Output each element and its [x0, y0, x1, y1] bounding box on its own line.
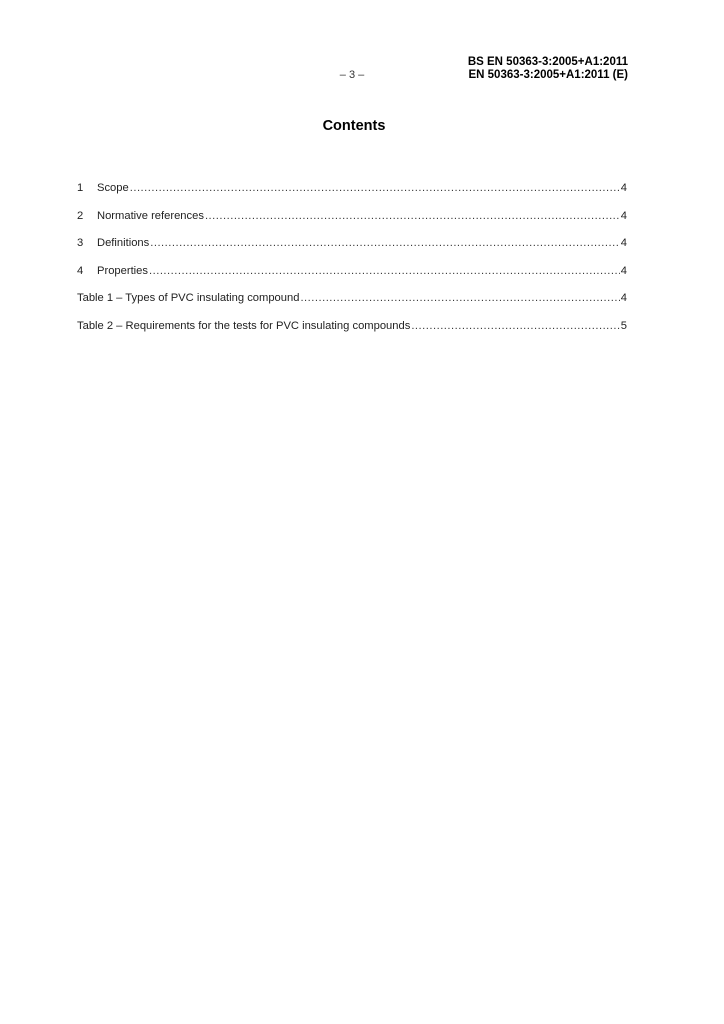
- toc-dot-leader: [300, 292, 619, 304]
- toc-entry-title: Table 1 – Types of PVC insulating compound: [77, 292, 300, 304]
- toc-entry-title: Definitions: [97, 237, 150, 249]
- toc-entry-number: 1: [77, 182, 84, 194]
- toc-entry-definitions[interactable]: [77, 237, 627, 265]
- toc-entry-normative-references[interactable]: [77, 210, 627, 238]
- toc-entry-number: 4: [77, 264, 84, 277]
- toc-entry-number: 2: [77, 209, 84, 222]
- toc-entry-page: 4: [620, 237, 627, 249]
- toc-entry-title: Properties: [97, 264, 148, 277]
- toc-entry-number: 3: [77, 237, 84, 249]
- toc-dot-leader: [205, 210, 620, 222]
- toc-dot-leader: [411, 320, 619, 332]
- document-header: [468, 56, 628, 82]
- toc-dot-leader: [149, 265, 620, 277]
- toc-entry-scope[interactable]: [77, 182, 627, 210]
- toc-entry-page: 4: [620, 292, 627, 304]
- toc-entry-title: Scope: [97, 182, 129, 194]
- contents-heading-text: Contents: [322, 118, 386, 134]
- toc-entry-page: 5: [620, 319, 627, 332]
- table-of-contents: [77, 182, 627, 347]
- toc-dot-leader: [130, 182, 620, 194]
- toc-entry-title: Table 2 – Requirements for the tests for PVC insulating compounds: [77, 319, 411, 332]
- toc-entry-table-2[interactable]: [77, 320, 627, 348]
- document-id-primary: BS EN 50363-3:2005+A1:2011: [467, 56, 628, 68]
- contents-heading: [0, 118, 724, 134]
- toc-entry-page: 4: [620, 209, 627, 222]
- toc-dot-leader: [150, 237, 620, 249]
- toc-entry-page: 4: [620, 264, 627, 277]
- toc-entry-page: 4: [620, 182, 627, 194]
- document-id-secondary: EN 50363-3:2005+A1:2011 (E): [468, 69, 628, 81]
- toc-entry-table-1[interactable]: [77, 292, 627, 320]
- toc-entry-title: Normative references: [97, 209, 204, 222]
- toc-entry-properties[interactable]: [77, 265, 627, 293]
- page-number: – 3 –: [339, 69, 365, 81]
